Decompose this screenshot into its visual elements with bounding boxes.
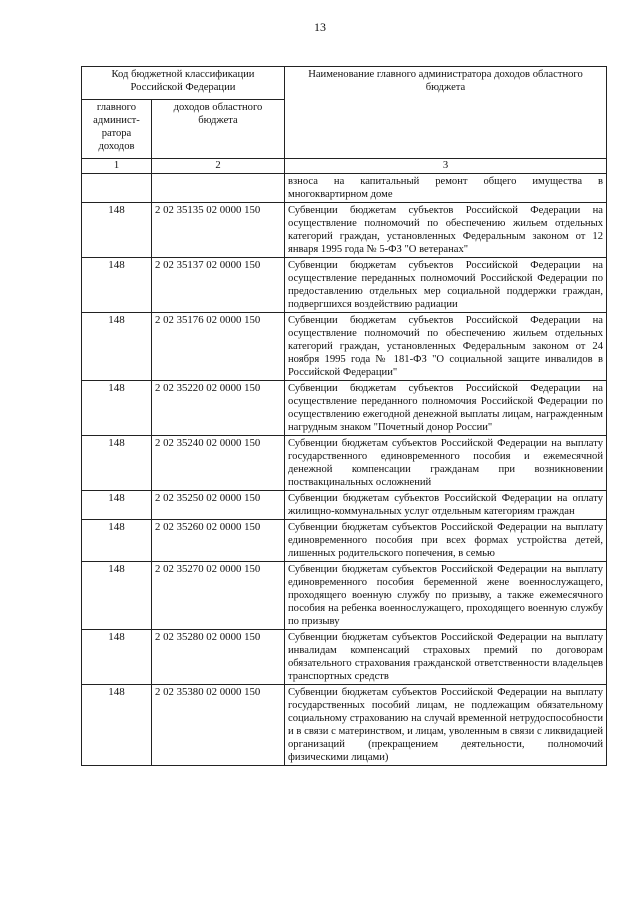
- header-name-column: Наименование главного администратора доходов областного бюджета: [285, 67, 607, 159]
- column-number-1: 1: [82, 159, 152, 174]
- budget-code-cell: 2 02 35270 02 0000 150: [152, 562, 285, 630]
- budget-code-cell: 2 02 35137 02 0000 150: [152, 258, 285, 313]
- table-row: [82, 520, 607, 562]
- description-cell: Субвенции бюджетам субъектов Российской Федерации на осуществление переданных полномочий Российской Федерации по предоставлению отдельных мер социальной поддержки граждан, подвергшихся воздействию радиации: [285, 258, 607, 313]
- description-cell: Субвенции бюджетам субъектов Российской Федерации на выплату государственных пособий лицам, не подлежащим обязательному социальному страхованию на случай временной нетрудоспособности и в связи с материнством, и лицам, уволенным в связи с ликвидацией организаций (прекращением деятельности, полномочий физическими лицами): [285, 685, 607, 766]
- admin-code-cell: 148: [82, 562, 152, 630]
- header-group-label: Код бюджетной классификации Российской Федерации: [82, 67, 285, 100]
- admin-code-cell: 148: [82, 436, 152, 491]
- description-cell: Субвенции бюджетам субъектов Российской Федерации на выплату государственного единовременного пособия и ежемесячной денежной компенсации гражданам при возникновении поствакцинальных осложнений: [285, 436, 607, 491]
- admin-code-cell: 148: [82, 313, 152, 381]
- header-admin-column: главного админист-ратора доходов: [82, 100, 152, 159]
- budget-code-cell: [152, 174, 285, 203]
- budget-code-cell: 2 02 35280 02 0000 150: [152, 630, 285, 685]
- admin-code-cell: 148: [82, 491, 152, 520]
- table-row: [82, 491, 607, 520]
- admin-code-cell: 148: [82, 203, 152, 258]
- admin-code-cell: 148: [82, 520, 152, 562]
- description-cell: Субвенции бюджетам субъектов Российской Федерации на выплату единовременного пособия при всех формах устройства детей, лишенных родительского попечения, в семью: [285, 520, 607, 562]
- description-cell: Субвенции бюджетам субъектов Российской Федерации на оплату жилищно-коммунальных услуг отдельным категориям граждан: [285, 491, 607, 520]
- table-row: [82, 313, 607, 381]
- admin-code-cell: 148: [82, 630, 152, 685]
- table-row: [82, 685, 607, 766]
- header-code-column: доходов областного бюджета: [152, 100, 285, 159]
- table-row: [82, 630, 607, 685]
- description-cell: Субвенции бюджетам субъектов Российской Федерации на осуществление полномочий по обеспечению жильем отдельных категорий граждан, установленных Федеральным законом от 12 января 1995 года № 5-ФЗ "О ветеранах": [285, 203, 607, 258]
- budget-code-cell: 2 02 35176 02 0000 150: [152, 313, 285, 381]
- description-cell: Субвенции бюджетам субъектов Российской Федерации на выплату инвалидам компенсаций страховых премий по договорам обязательного страхования гражданской ответственности владельцев транспортных средств: [285, 630, 607, 685]
- budget-code-cell: 2 02 35135 02 0000 150: [152, 203, 285, 258]
- admin-code-cell: 148: [82, 685, 152, 766]
- description-cell: Субвенции бюджетам субъектов Российской Федерации на осуществление переданного полномочия Российской Федерации по осуществлению ежегодной денежной выплаты лицам, награжденным нагрудным знаком "Почетный донор России": [285, 381, 607, 436]
- column-number-2: 2: [152, 159, 285, 174]
- budget-code-cell: 2 02 35220 02 0000 150: [152, 381, 285, 436]
- budget-code-cell: 2 02 35250 02 0000 150: [152, 491, 285, 520]
- table-row: [82, 562, 607, 630]
- admin-code-cell: 148: [82, 381, 152, 436]
- budget-code-cell: 2 02 35260 02 0000 150: [152, 520, 285, 562]
- budget-classification-table: [81, 66, 607, 766]
- table-row: [82, 203, 607, 258]
- table-row: [82, 258, 607, 313]
- admin-code-cell: 148: [82, 258, 152, 313]
- table-row: [82, 174, 607, 203]
- budget-code-cell: 2 02 35240 02 0000 150: [152, 436, 285, 491]
- page-number: 13: [314, 20, 326, 34]
- budget-code-cell: 2 02 35380 02 0000 150: [152, 685, 285, 766]
- description-cell: взноса на капитальный ремонт общего имущества в многоквартирном доме: [285, 174, 607, 203]
- table-row: [82, 381, 607, 436]
- admin-code-cell: [82, 174, 152, 203]
- column-number-3: 3: [285, 159, 607, 174]
- table-row: [82, 436, 607, 491]
- description-cell: Субвенции бюджетам субъектов Российской Федерации на выплату единовременного пособия беременной жене военнослужащего, проходящего военную службу по призыву, а также ежемесячного пособия на ребенка военнослужащего, проходящего военную службу по призыву: [285, 562, 607, 630]
- description-cell: Субвенции бюджетам субъектов Российской Федерации на осуществление полномочий по обеспечению жильем отдельных категорий граждан, установленных Федеральным законом от 24 ноября 1995 года № 181-ФЗ "О социальной защите инвалидов в Российской Федерации": [285, 313, 607, 381]
